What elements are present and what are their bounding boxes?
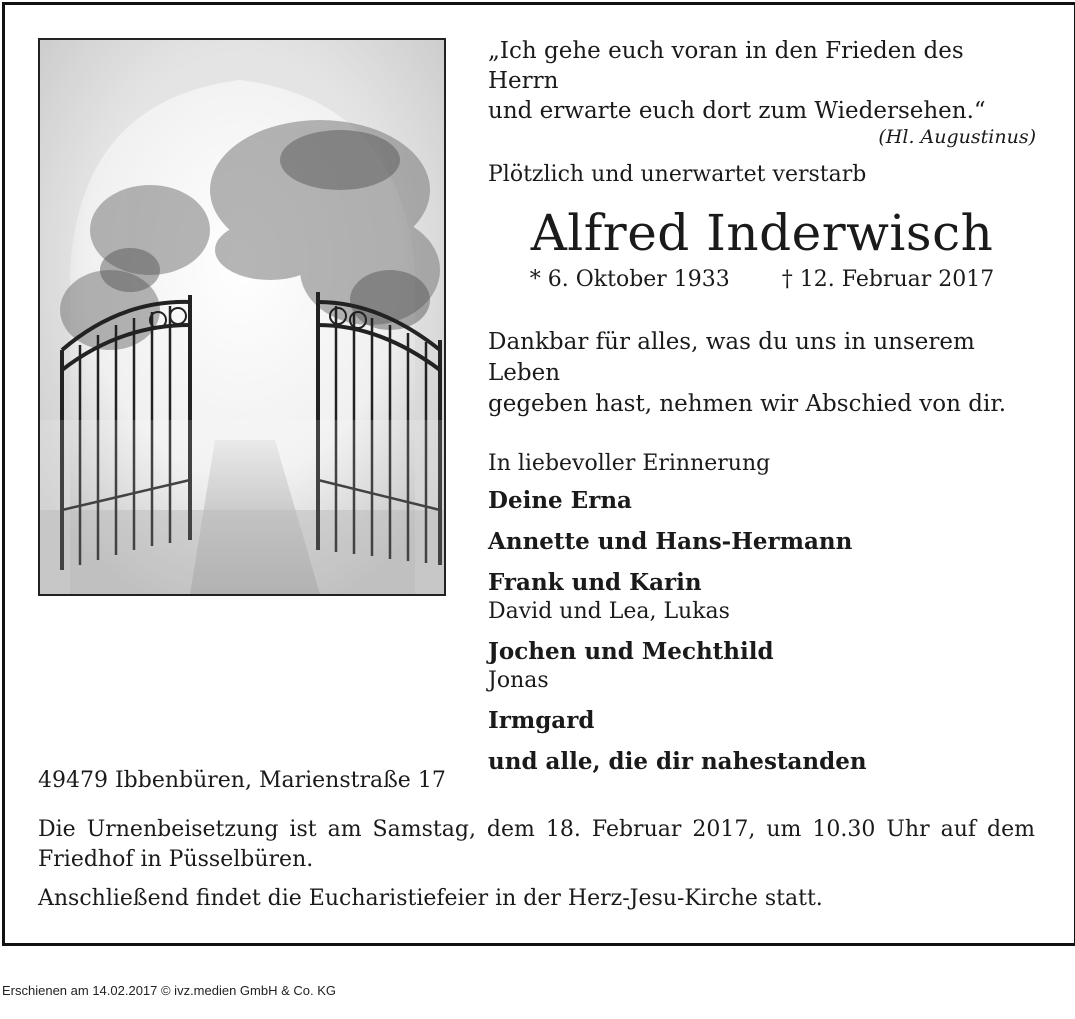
thanks-text <box>488 327 1036 420</box>
mourner-annette: Annette und Hans-Hermann <box>488 528 853 555</box>
thanks-line-2: gegeben hast, nehmen wir Abschied von dir. <box>488 391 1007 417</box>
quote-line-2: und erwarte euch dort zum Wiedersehen.“ <box>488 98 986 124</box>
text-column <box>488 36 1036 777</box>
mourner-frank: Frank und Karin <box>488 569 702 596</box>
quote-line-1: „Ich gehe euch voran in den Frieden des Herrn <box>488 38 964 94</box>
service-info: Die Urnenbeisetzung ist am Samstag, dem 18. Februar 2017, um 10.30 Uhr auf dem Friedhof in Püsselbüren. <box>38 817 1035 872</box>
mourner-jochen: Jochen und Mechthild <box>488 638 774 665</box>
publication-footer: Erschienen am 14.02.2017 © ivz.medien GmbH & Co. KG <box>2 983 337 998</box>
death-date: † 12. Februar 2017 <box>781 267 995 292</box>
mourner-erna: Deine Erna <box>488 487 632 514</box>
life-dates <box>488 266 1036 294</box>
mourner-jochen-children: Jonas <box>488 668 549 693</box>
eucharist-info: Anschließend findet die Eucharistiefeier in der Herz-Jesu-Kirche statt. <box>38 886 823 911</box>
garden-gate-photo <box>38 38 446 596</box>
mourner-others: und alle, die dir nahestanden <box>488 748 867 775</box>
address: 49479 Ibbenbüren, Marienstraße 17 <box>38 768 446 793</box>
memory-intro: In liebevoller Erinnerung <box>488 451 771 476</box>
quote-block <box>488 36 1036 150</box>
birth-date: * 6. Oktober 1933 <box>529 267 730 292</box>
deceased-name: Alfred Inderwisch <box>530 204 994 262</box>
garden-gate-illustration <box>40 40 444 594</box>
mourner-frank-children: David und Lea, Lukas <box>488 599 730 624</box>
death-intro: Plötzlich und unerwartet verstarb <box>488 162 867 187</box>
thanks-line-1: Dankbar für alles, was du uns in unserem Leben <box>488 329 975 386</box>
quote-source: (Hl. Augustinus) <box>878 126 1036 148</box>
mourner-irmgard: Irmgard <box>488 707 595 734</box>
